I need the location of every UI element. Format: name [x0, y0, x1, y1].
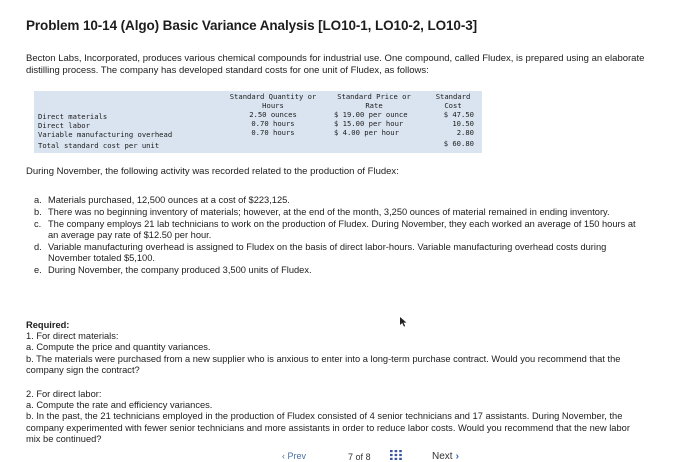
required-part2-title: 2. For direct labor: [26, 389, 102, 399]
required-part1-a: a. Compute the price and quantity variances. [26, 342, 211, 353]
prev-button[interactable]: ‹ Prev [282, 451, 307, 461]
list-item: a. Materials purchased, 12,500 ounces at a cost of $223,125. [34, 195, 290, 205]
chevron-right-icon: › [455, 451, 459, 462]
list-item: d. Variable manufacturing overhead is assigned to Fludex on the basis of direct labor-hours. Variable manufacturing overhead costs during November totaled $5,100. [34, 241, 607, 263]
required-part1-b: b. The materials were purchased from a new supplier who is anxious to enter into a long-term purchase contract. Would you recommend that the company sign the contract? [26, 353, 621, 375]
row-cost-total: $ 60.80 [443, 139, 474, 148]
row-price-variable-overhead: $ 4.00 per hour [334, 128, 399, 137]
row-label-direct-materials: Direct materials [38, 112, 108, 121]
row-label-direct-labor: Direct labor [38, 121, 90, 130]
problem-title: Problem 10-14 (Algo) Basic Variance Analysis [LO10-1, LO10-2, LO10-3] [26, 18, 478, 33]
row-price-direct-labor: $ 15.00 per hour [334, 119, 404, 128]
standard-cost-table [34, 91, 482, 153]
header-standard-price: Standard Price or Rate [337, 92, 411, 110]
row-qty-direct-materials: 2.50 ounces [249, 110, 297, 119]
problem-intro: Becton Labs, Incorporated, produces various chemical compounds for industrial use. One compound, called Fludex, is prepared using an elaborate distilling process. The company has developed standard costs for one unit of Fludex, as follows: [26, 53, 645, 76]
activity-lead: During November, the following activity was recorded related to the production of Fludex: [26, 166, 399, 177]
list-item: e. During November, the company produced 3,500 units of Fludex. [34, 264, 312, 275]
activity-list [34, 195, 644, 276]
row-cost-variable-overhead: 2.80 [456, 128, 474, 137]
header-standard-quantity: Standard Quantity or Hours [229, 92, 317, 110]
header-standard-cost: Standard Cost [435, 92, 471, 110]
list-item: c. The company employs 21 lab technicians to work on the production of Fludex. During November, they each worked an average of 150 hours at an average pay rate of $12.50 per hour. [34, 218, 636, 240]
required-part2-b: b. In the past, the 21 technicians employed in the production of Fludex consisted of 4 senior technicians and 17 assistants. During November, the company experimented with fewer senior technicians and more assistants in order to reduce labor costs. Would you recommend that the new labor mix be continued? [26, 411, 630, 444]
row-price-direct-materials: $ 19.00 per ounce [334, 110, 408, 119]
row-label-total: Total standard cost per unit [38, 141, 160, 150]
row-qty-direct-labor: 0.70 hours [251, 119, 295, 128]
required-heading: Required: [26, 320, 70, 330]
required-part1-title: 1. For direct materials: [26, 331, 119, 342]
row-cost-direct-labor: 10.50 [452, 119, 474, 128]
required-section [26, 320, 636, 376]
required-part2-a: a. Compute the rate and efficiency variances. [26, 400, 213, 411]
page-indicator: 7 of 8 [348, 452, 371, 462]
row-qty-variable-overhead: 0.70 hours [251, 128, 295, 137]
chevron-left-icon: ‹ [282, 451, 285, 461]
required-section-2 [26, 389, 636, 445]
list-item: b. There was no beginning inventory of materials; however, at the end of the month, 3,250 ounces of material remained in ending inventory. [34, 206, 610, 217]
row-cost-direct-materials: $ 47.50 [443, 110, 474, 119]
next-button[interactable]: Next › [432, 451, 459, 462]
row-label-variable-overhead: Variable manufacturing overhead [38, 130, 173, 139]
grid-icon[interactable] [390, 450, 402, 460]
